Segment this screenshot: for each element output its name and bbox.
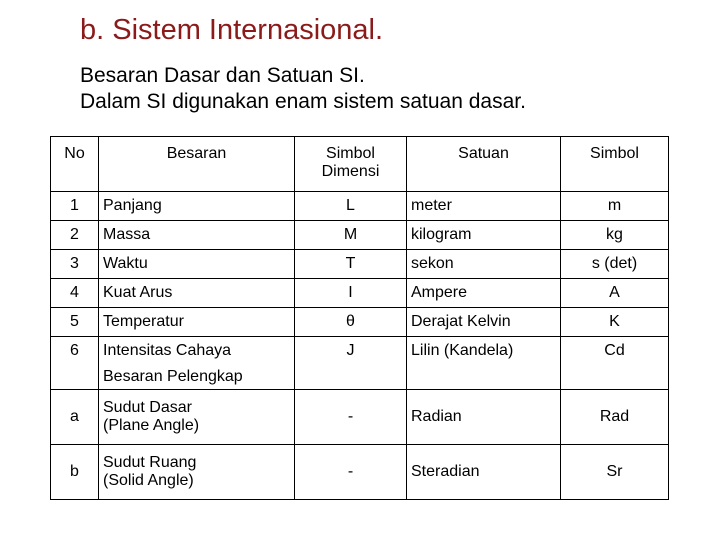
- cell-simbol: m: [561, 192, 669, 221]
- table-row: [51, 221, 669, 250]
- cell-dimensi: M: [295, 221, 407, 250]
- cell-satuan: Ampere: [407, 279, 561, 308]
- cell-dimensi: -: [295, 390, 407, 445]
- table-row: [51, 308, 669, 337]
- cell-dimensi: J: [295, 337, 407, 366]
- cell-besaran-line2: (Plane Angle): [103, 417, 200, 434]
- table-row: [51, 279, 669, 308]
- cell-satuan: Radian: [407, 390, 561, 445]
- cell-dimensi: L: [295, 192, 407, 221]
- cell-no: 1: [51, 192, 99, 221]
- cell-besaran: Intensitas Cahaya: [99, 337, 295, 366]
- cell-besaran: [99, 390, 295, 445]
- cell-dimensi: θ: [295, 308, 407, 337]
- header-simbol-dimensi: [295, 137, 407, 192]
- cell-simbol: A: [561, 279, 669, 308]
- cell-besaran-line1: Sudut Ruang: [103, 454, 197, 471]
- cell-simbol: Cd: [561, 337, 669, 366]
- cell-besaran-line1: Sudut Dasar: [103, 399, 192, 416]
- cell-satuan: kilogram: [407, 221, 561, 250]
- header-no: No: [51, 137, 99, 192]
- cell-no: 3: [51, 250, 99, 279]
- table-header-row: [51, 137, 669, 192]
- pelengkap-label-row: [51, 365, 669, 390]
- header-simbol-dimensi-line2: Dimensi: [321, 163, 380, 180]
- cell-besaran: Massa: [99, 221, 295, 250]
- cell-satuan: Lilin (Kandela): [407, 337, 561, 366]
- subtitle-line-2: Dalam SI digunakan enam sistem satuan dasar.: [80, 90, 526, 113]
- table-row: [51, 390, 669, 445]
- cell-besaran: Waktu: [99, 250, 295, 279]
- cell-no: b: [51, 445, 99, 500]
- subtitle-line-1: Besaran Dasar dan Satuan SI.: [80, 64, 365, 87]
- cell-satuan: meter: [407, 192, 561, 221]
- cell-no: 4: [51, 279, 99, 308]
- cell-simbol: kg: [561, 221, 669, 250]
- cell-dimensi: -: [295, 445, 407, 500]
- cell-besaran-line2: (Solid Angle): [103, 472, 194, 489]
- si-units-table: [50, 136, 669, 500]
- table-row: [51, 445, 669, 500]
- cell-simbol: Sr: [561, 445, 669, 500]
- cell-dimensi: T: [295, 250, 407, 279]
- cell-simbol: Rad: [561, 390, 669, 445]
- cell-besaran: Panjang: [99, 192, 295, 221]
- table-row: [51, 250, 669, 279]
- header-besaran: Besaran: [99, 137, 295, 192]
- cell-no: 2: [51, 221, 99, 250]
- cell-besaran: Temperatur: [99, 308, 295, 337]
- cell-satuan: Derajat Kelvin: [407, 308, 561, 337]
- pelengkap-label: Besaran Pelengkap: [99, 365, 295, 390]
- header-simbol-dimensi-line1: Simbol: [326, 145, 375, 162]
- cell-no: 6: [51, 337, 99, 366]
- cell-dimensi: I: [295, 279, 407, 308]
- cell-no: 5: [51, 308, 99, 337]
- cell-satuan: sekon: [407, 250, 561, 279]
- table-row: [51, 337, 669, 366]
- cell-simbol: K: [561, 308, 669, 337]
- cell-besaran: [99, 445, 295, 500]
- table-row: [51, 192, 669, 221]
- header-simbol: Simbol: [561, 137, 669, 192]
- cell-satuan: Steradian: [407, 445, 561, 500]
- page-title: b. Sistem Internasional.: [80, 14, 384, 46]
- cell-no: a: [51, 390, 99, 445]
- header-satuan: Satuan: [407, 137, 561, 192]
- cell-simbol: s (det): [561, 250, 669, 279]
- cell-besaran: Kuat Arus: [99, 279, 295, 308]
